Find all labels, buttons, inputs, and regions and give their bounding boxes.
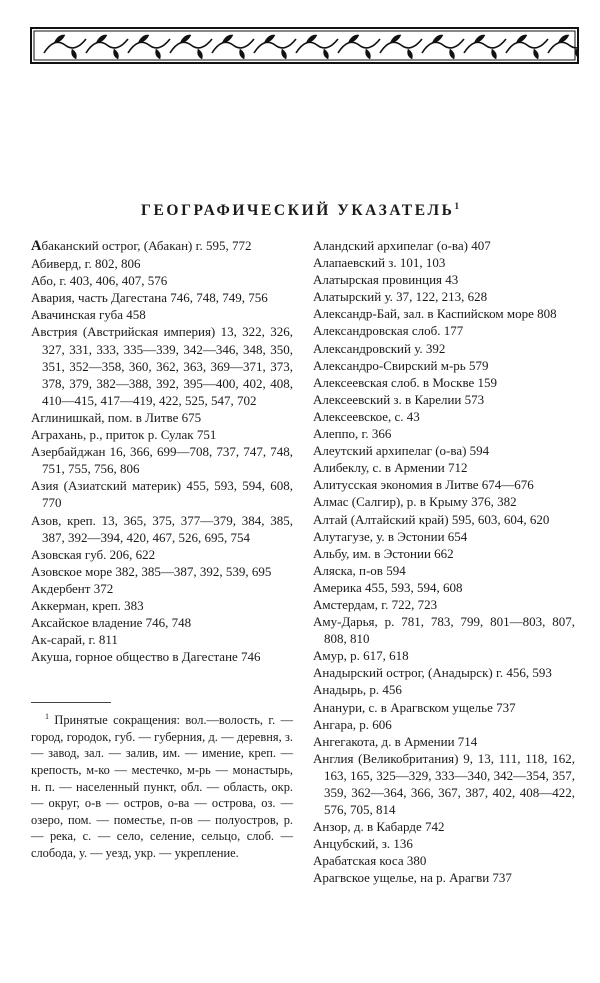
index-entry-text: Алитусская экономия в Литве 674—676: [313, 477, 534, 493]
index-entry: [313, 681, 575, 698]
index-entry: [313, 340, 575, 357]
index-entry-text: Америка 455, 593, 594, 608: [313, 579, 463, 595]
index-entry-text: Азербайджан 16, 366, 699—708, 737, 747, 748, 751, 755, 756, 806: [31, 444, 293, 477]
index-entry-lead-letter: А: [31, 238, 42, 254]
index-entry: [31, 512, 293, 546]
vine-stroke: [506, 39, 548, 53]
vine-stroke: [422, 39, 464, 53]
vine-stroke: [170, 39, 212, 53]
index-entry-text: Арабатская коса 380: [313, 853, 427, 869]
index-entry: [31, 426, 293, 443]
index-entry-text: Аландский архипелаг (о-ва) 407: [313, 238, 491, 253]
index-entry: [313, 493, 575, 510]
index-entry-text: Аккерман, креп. 383: [31, 597, 144, 613]
index-entry-text: Анцубский, з. 136: [313, 836, 413, 852]
index-entry: [313, 664, 575, 681]
index-entry: [313, 442, 575, 459]
index-entry: [31, 289, 293, 306]
index-entry-text: баканский острог, (Абакан) г. 595, 772: [41, 238, 252, 253]
index-entry: [31, 477, 293, 511]
index-entry: [31, 237, 293, 255]
vine-stroke: [296, 39, 338, 53]
vine-stroke: [128, 39, 170, 53]
index-entry: [313, 733, 575, 750]
index-entry: [31, 255, 293, 272]
index-entry-text: Амур, р. 617, 618: [313, 648, 409, 664]
footnote: [31, 709, 293, 861]
index-entry-text: Аграхань, р., приток р. Сулак 751: [31, 427, 217, 443]
index-entry: [313, 322, 575, 339]
index-entry: [313, 852, 575, 869]
index-entry: [313, 613, 575, 647]
vine-leaf: [156, 49, 161, 59]
index-entry-text: Анадырь, р. 456: [313, 682, 402, 698]
vine-leaf: [534, 49, 539, 59]
index-entry: [313, 511, 575, 528]
index-entry-text: Азия (Азиатский материк) 455, 593, 594, 608, 770: [31, 478, 293, 511]
index-entry: [313, 271, 575, 288]
index-entry: [313, 391, 575, 408]
index-entry-text: Англия (Великобритания) 9, 13, 111, 118, 162, 163, 165, 325—329, 333—340, 342—354, 357, 359, 362—364, 366, 367, 387, 402, 408—422, 576, 705, 814: [313, 750, 575, 818]
index-entry: [313, 528, 575, 545]
index-entry: [313, 374, 575, 391]
index-entry: [313, 357, 575, 374]
index-entry: [31, 580, 293, 597]
index-column-right: [313, 237, 575, 887]
index-entry: [313, 288, 575, 305]
vine-stroke: [380, 39, 422, 53]
index-entry-text: Аксайское владение 746, 748: [31, 615, 192, 631]
index-entry-text: Алатырская провинция 43: [313, 272, 459, 288]
footnote-text: $^1$ Принятые сокращения: вол.—волость, г. — город, городок, губ. — губерния, д. — деревня, з. — завод, зал. — залив, им. — имение, креп. — крепость, м-ко — местечко, м-рь — монастырь, н. п. — населенный пункт, обл. — область, окр. — округ, о-в — остров, о-ва — острова, оз. — озеро, пом. — поместье, п-ов — полуостров, р. — река, с. — село, селение, сельцо, слоб. — слобода, у. — уезд, укр. — укрепление.: [31, 712, 293, 860]
vine-stroke: [44, 39, 86, 53]
index-entry-text: Авачинская губа 458: [31, 307, 146, 323]
vine-leaf: [366, 49, 371, 59]
index-entry: [313, 869, 575, 886]
index-entry-text: Авария, часть Дагестана 746, 748, 749, 756: [31, 290, 268, 306]
vine-stroke: [212, 39, 254, 53]
index-entry-text: Алеппо, г. 366: [313, 426, 392, 442]
index-entry-text: Ангара, р. 606: [313, 716, 392, 732]
index-entry: [31, 546, 293, 563]
index-entry-text: Аглинишкай, пом. в Литве 675: [31, 409, 202, 425]
index-entry: [313, 545, 575, 562]
vine-stroke: [86, 39, 128, 53]
index-entry-text: Азовское море 382, 385—387, 392, 539, 695: [31, 563, 272, 579]
vine-leaf: [324, 49, 329, 59]
title-footnote-mark: 1: [454, 201, 459, 211]
index-entry: [31, 409, 293, 426]
index-entry-text: Алатырский у. 37, 122, 213, 628: [313, 289, 488, 305]
index-entry-text: Азовская губ. 206, 622: [31, 546, 156, 562]
vine-ornament-icon: [30, 27, 579, 64]
index-entry-text: Алмас (Салгир), р. в Крыму 376, 382: [313, 494, 517, 510]
index-entry: [31, 597, 293, 614]
index-entry-text: Алексеевская слоб. в Москве 159: [313, 374, 498, 390]
index-entry-text: Аляска, п-ов 594: [313, 562, 406, 578]
index-entry-text: Альбу, им. в Эстонии 662: [313, 545, 454, 561]
vine-leaf: [492, 49, 497, 59]
index-entry: [313, 596, 575, 613]
vine-leaf: [240, 49, 245, 59]
index-entry: [31, 631, 293, 648]
index-column-left: [31, 237, 293, 665]
index-entry-text: Азов, креп. 13, 365, 375, 377—379, 384, 385, 387, 392—394, 420, 467, 526, 695, 754: [31, 512, 293, 545]
footnote-separator: [31, 702, 111, 703]
index-entry: [313, 562, 575, 579]
index-entry: [313, 647, 575, 664]
vine-leaf: [72, 49, 77, 59]
vine-stroke: [464, 39, 506, 53]
index-entry: [313, 254, 575, 271]
index-entry-text: Ананури, с. в Арагвском ущелье 737: [313, 699, 516, 715]
index-entry: [313, 425, 575, 442]
index-entry: [31, 323, 293, 408]
index-entry-text: Ак-сарай, г. 811: [31, 632, 118, 648]
index-entry-text: Анзор, д. в Кабарде 742: [313, 819, 445, 835]
index-entry: [31, 272, 293, 289]
vine-stroke: [254, 39, 296, 53]
index-entry: [31, 614, 293, 631]
vine-leaf: [450, 49, 455, 59]
vine-leaf: [198, 49, 203, 59]
index-entry-text: Амстердам, г. 722, 723: [313, 596, 438, 612]
index-entry-text: Анадырский острог, (Анадырск) г. 456, 593: [313, 665, 552, 681]
vine-leaf: [114, 49, 119, 59]
index-entry-text: Або, г. 403, 406, 407, 576: [31, 273, 168, 289]
index-entry: [31, 306, 293, 323]
index-entry: [313, 835, 575, 852]
index-entry: [313, 716, 575, 733]
index-entry-text: Акдербент 372: [31, 580, 114, 596]
index-entry: [31, 648, 293, 665]
index-entry-text: Алутагузе, у. в Эстонии 654: [313, 528, 468, 544]
index-entry-text: Александровский у. 392: [313, 340, 446, 356]
index-entry-text: Аму-Дарья, р. 781, 783, 799, 801—803, 807, 808, 810: [313, 614, 575, 647]
footnote-mark: 1: [45, 712, 49, 721]
index-entry-text: Алексеевское, с. 43: [313, 408, 420, 424]
index-entry-text: Абиверд, г. 802, 806: [31, 256, 141, 272]
index-entry-text: Арагвское ущелье, на р. Арагви 737: [313, 870, 512, 886]
index-entry-text: Алексеевский з. в Карелии 573: [313, 391, 485, 407]
vine-stroke: [338, 39, 380, 53]
index-entry-text: Алибеклу, с. в Армении 712: [313, 460, 468, 476]
index-entry: [313, 818, 575, 835]
index-entry-text: Акуша, горное общество в Дагестане 746: [31, 649, 261, 665]
vine-leaf: [408, 49, 413, 59]
vine-leaf: [282, 49, 287, 59]
index-entry-text: Австрия (Австрийская империя) 13, 322, 326, 327, 331, 333, 335—339, 342—346, 348, 350, 351, 352—358, 360, 362, 363, 369—371, 373, 378, 379, 382—388, 392, 395—400, 402, 408, 410—415, 417—419, 422, 525, 547, 702: [31, 324, 293, 408]
index-entry-text: Алеутский архипелаг (о-ва) 594: [313, 443, 490, 459]
index-entry-text: Алтай (Алтайский край) 595, 603, 604, 620: [313, 511, 550, 527]
index-entry: [31, 443, 293, 477]
index-entry: [313, 579, 575, 596]
index-entry: [313, 750, 575, 818]
index-entry: [31, 563, 293, 580]
index-entry: [313, 305, 575, 322]
index-entry: [313, 459, 575, 476]
index-entry-text: Александро-Свирский м-рь 579: [313, 357, 489, 373]
page-title: ГЕОГРАФИЧЕСКИЙ УКАЗАТЕЛЬ$^1$: [141, 201, 459, 220]
index-entry-text: Ангегакота, д. в Армении 714: [313, 733, 478, 749]
index-entry: [313, 476, 575, 493]
index-entry-text: Александр-Бай, зал. в Каспийском море 808: [313, 306, 557, 322]
index-entry: [313, 408, 575, 425]
index-entry-text: Александровская слоб. 177: [313, 323, 464, 339]
index-entry: [313, 699, 575, 716]
index-entry: [313, 237, 575, 254]
index-entry-text: Алапаевский з. 101, 103: [313, 255, 446, 271]
